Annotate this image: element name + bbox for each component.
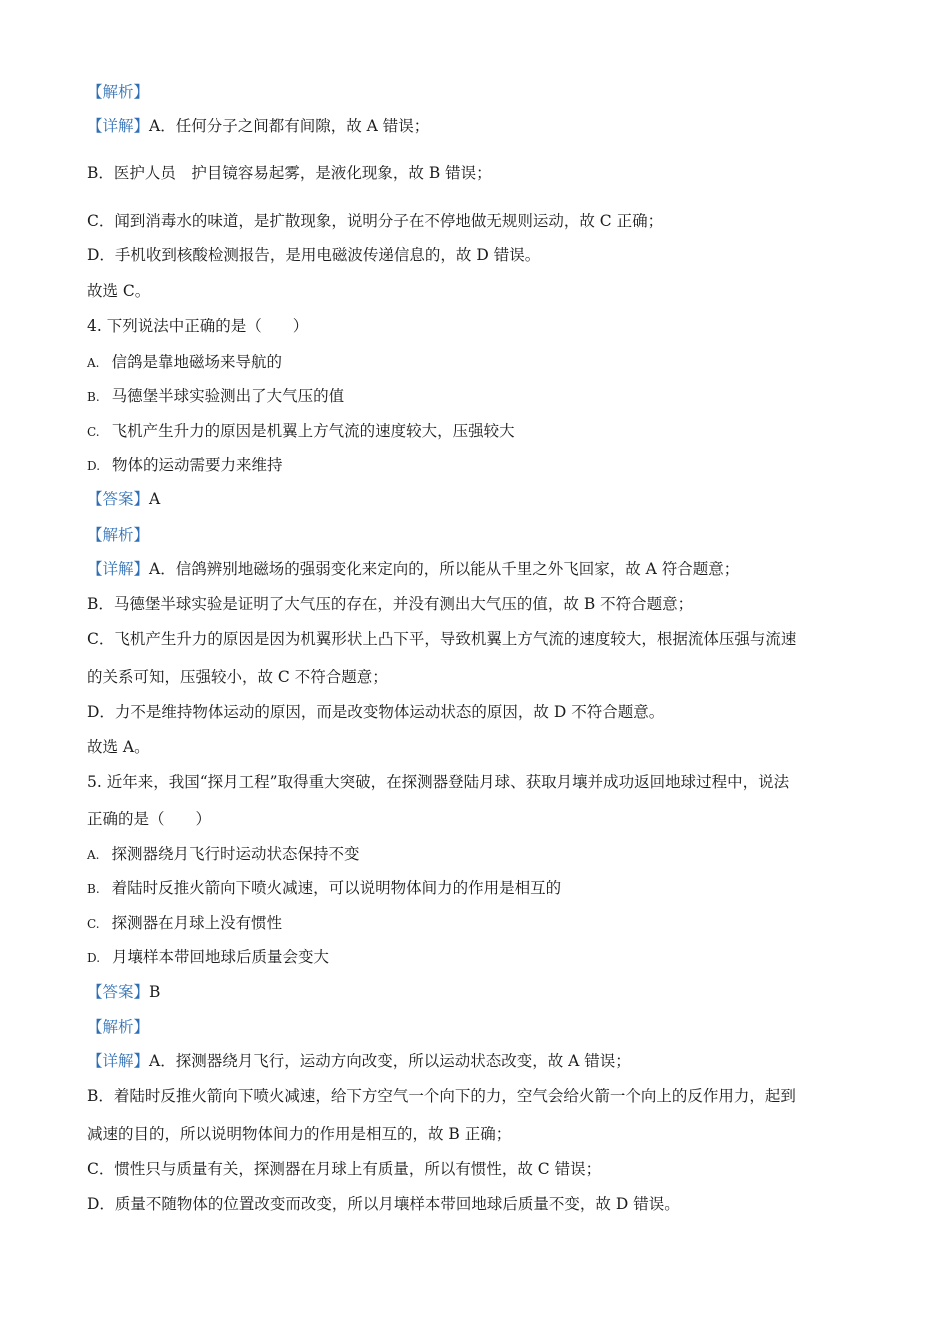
q3-detail-d: D．手机收到核酸检测报告，是用电磁波传递信息的，故 D 错误。 (87, 246, 541, 264)
q4-option-a (87, 352, 877, 373)
q3-analysis-label: 【解析】 (87, 83, 150, 101)
q4-detail-a (87, 559, 877, 579)
q4-detail-label: 【详解】 (87, 560, 150, 578)
q5-stem-line1: 5. 近年来，我国“探月工程”取得重大突破，在探测器登陆月球、获取月壤并成功返回地球过程中，说法 (87, 773, 790, 791)
q5-option-a-letter: A. (87, 848, 100, 862)
q5-detail-a-text: A．探测器绕月飞行，运动方向改变，所以运动状态改变，故 A 错误； (149, 1052, 631, 1070)
q5-detail-a (87, 1051, 877, 1071)
q5-detail-c: C．惯性只与质量有关，探测器在月球上有质量，所以有惯性，故 C 错误； (87, 1160, 602, 1178)
q5-answer-value: B (149, 983, 161, 1001)
q4-option-b-letter: B. (87, 390, 100, 404)
q4-conclusion: 故选 A。 (87, 738, 150, 756)
q5-detail-b-line2: 减速的目的，所以说明物体间力的作用是相互的，故 B 正确； (87, 1125, 512, 1143)
q5-detail-label: 【详解】 (87, 1052, 150, 1070)
q5-option-a-text: 探测器绕月飞行时运动状态保持不变 (111, 845, 360, 863)
q4-answer-value: A (149, 490, 161, 508)
q4-option-d (87, 455, 877, 476)
q3-detail-label: 【详解】 (87, 117, 150, 135)
q4-detail-d: D．力不是维持物体运动的原因，而是改变物体运动状态的原因，故 D 不符合题意。 (87, 703, 665, 721)
q5-option-c-letter: C. (87, 917, 100, 931)
q5-detail-b-line1: B．着陆时反推火箭向下喷火减速，给下方空气一个向下的力，空气会给火箭一个向上的反作用力，起到 (87, 1087, 796, 1105)
q4-option-d-text: 物体的运动需要力来维持 (112, 456, 283, 474)
q4-detail-a-text: A．信鸽辨别地磁场的强弱变化来定向的，所以能从千里之外飞回家，故 A 符合题意； (149, 560, 740, 578)
q4-option-c-letter: C. (87, 425, 100, 439)
q4-answer (87, 489, 877, 509)
q4-option-c (87, 421, 877, 442)
q3-detail-b: B．医护人员 护目镜容易起雾，是液化现象，故 B 错误； (87, 164, 492, 182)
q4-detail-c-line1: C．飞机产生升力的原因是因为机翼形状上凸下平，导致机翼上方气流的速度较大，根据流体压强与流速 (87, 630, 797, 648)
q4-option-b-text: 马德堡半球实验测出了大气压的值 (111, 387, 345, 405)
q3-detail-a-text: A．任何分子之间都有间隙，故 A 错误； (149, 117, 430, 135)
q5-detail-d: D．质量不随物体的位置改变而改变，所以月壤样本带回地球后质量不变，故 D 错误。 (87, 1195, 680, 1213)
q5-option-b-letter: B. (87, 882, 100, 896)
q4-detail-c-line2: 的关系可知，压强较小，故 C 不符合题意； (87, 668, 388, 686)
q5-option-c-text: 探测器在月球上没有惯性 (111, 914, 283, 932)
q4-stem: 4. 下列说法中正确的是（ ） (87, 317, 309, 335)
q5-option-d-text: 月壤样本带回地球后质量会变大 (112, 948, 330, 966)
q4-option-b (87, 386, 877, 407)
q5-stem-line2: 正确的是（ ） (87, 810, 212, 828)
q4-answer-label: 【答案】 (87, 490, 150, 508)
q4-option-a-letter: A. (87, 356, 100, 370)
q4-analysis-label: 【解析】 (87, 526, 150, 544)
q4-detail-b: B．马德堡半球实验是证明了大气压的存在，并没有测出大气压的值，故 B 不符合题意； (87, 595, 694, 613)
q5-option-d-letter: D. (87, 951, 101, 965)
q5-option-b-text: 着陆时反推火箭向下喷火减速，可以说明物体间力的作用是相互的 (111, 879, 562, 897)
q3-detail-c: C．闻到消毒水的味道，是扩散现象，说明分子在不停地做无规则运动，故 C 正确； (87, 212, 664, 230)
q5-option-d (87, 947, 877, 968)
q4-option-a-text: 信鸽是靠地磁场来导航的 (111, 353, 282, 371)
q4-option-c-text: 飞机产生升力的原因是机翼上方气流的速度较大，压强较大 (111, 422, 515, 440)
q3-conclusion: 故选 C。 (87, 282, 151, 300)
q4-option-d-letter: D. (87, 459, 101, 473)
q5-analysis-label: 【解析】 (87, 1018, 150, 1036)
q5-option-a (87, 844, 877, 865)
q5-answer-label: 【答案】 (87, 983, 150, 1001)
q3-detail-a (87, 116, 877, 136)
q5-option-b (87, 878, 877, 899)
q5-option-c (87, 913, 877, 934)
q5-answer (87, 982, 877, 1002)
